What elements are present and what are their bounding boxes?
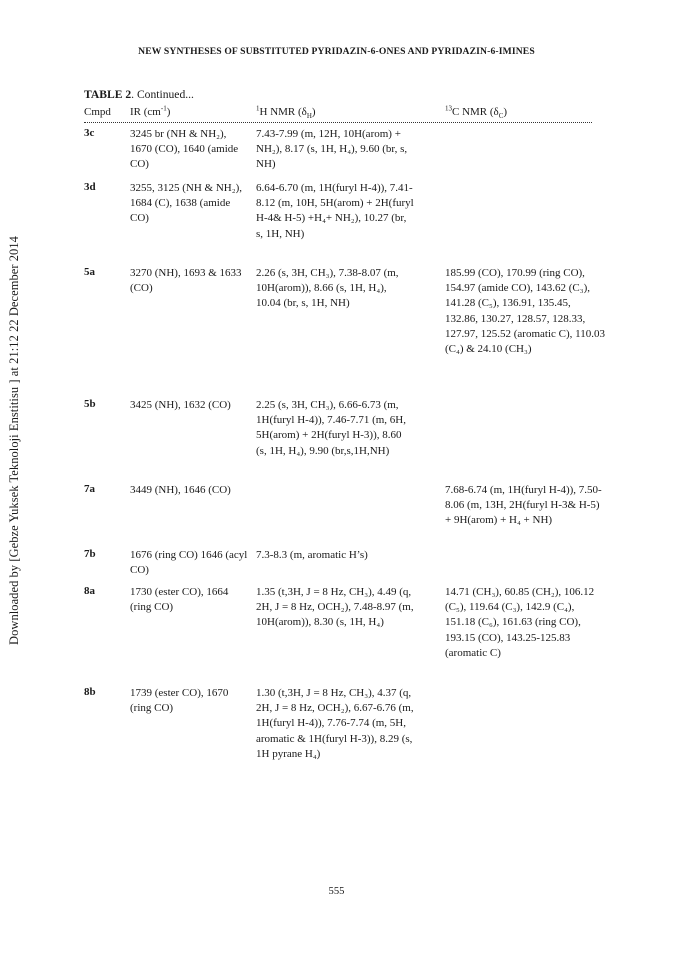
h-nmr-cell: 2.25 (s, 3H, CH₃), 6.66-6.73 (m, 1H(furyl H-4)), 7.46-7.71 (m, 6H, 5H(arom) + 2H(furyl H-3)), 8.60 (s, 1H, H₄), 9.90 (br,s,1H,NH)	[256, 399, 406, 457]
cmpd-label: 8b	[84, 686, 96, 698]
ir-cell: 3255, 3125 (NH & NH₂), 1684 (C), 1638 (amide CO)	[130, 182, 242, 225]
cmpd-label: 3c	[84, 127, 95, 139]
table-caption-text: . Continued...	[131, 88, 194, 101]
h-nmr-cell: 7.3-8.3 (m, aromatic H’s)	[256, 549, 368, 561]
page-number: 555	[328, 886, 345, 897]
header-cmpd: Cmpd	[84, 106, 111, 118]
running-head: NEW SYNTHESES OF SUBSTITUTED PYRIDAZIN-6-ONES AND PYRIDAZIN-6-IMINES	[138, 46, 535, 57]
c-nmr-cell: 14.71 (CH₃), 60.85 (CH₂), 106.12 (C₅), 119.64 (C₃), 142.9 (C₄), 151.18 (C₆), 161.63 (ring CO), 193.15 (CO), 143.25-125.83 (aromatic C)	[445, 586, 595, 659]
ir-cell: 1730 (ester CO), 1664 (ring CO)	[130, 586, 229, 614]
c-nmr-cell: 7.68-6.74 (m, 1H(furyl H-4)), 7.50-8.06 (m, 13H, 2H(furyl H-3& H-5) + 9H(arom) + H₄ + NH)	[445, 484, 602, 527]
ir-cell: 3449 (NH), 1646 (CO)	[130, 484, 231, 496]
header-1h-nmr: $^1$H NMR $(\delta_H)$	[256, 104, 316, 121]
cmpd-label: 5a	[84, 266, 95, 278]
ir-cell: 3425 (NH), 1632 (CO)	[130, 399, 231, 411]
cmpd-label: 7b	[84, 548, 96, 560]
h-nmr-cell: 1.35 (t,3H, J = 8 Hz, CH₃), 4.49 (q, 2H, J = 8 Hz, OCH₂), 7.48-8.97 (m, 10H(arom)), 8.30 (s, 1H, H₄)	[256, 586, 414, 629]
header-ir: IR $(cm^{-1})$	[130, 104, 171, 118]
ir-cell: 1676 (ring CO) 1646 (acyl CO)	[130, 549, 248, 577]
ir-cell: 3270 (NH), 1693 & 1633 (CO)	[130, 267, 242, 295]
table-caption	[84, 88, 194, 101]
c-nmr-cell: 185.99 (CO), 170.99 (ring CO), 154.97 (amide CO), 143.62 (C₃), 141.28 (C₅), 136.91, 135.45, 132.86, 130.27, 128.57, 128.33, 127.97, 125.52 (aromatic C), 110.03 (C₄) & 24.10 (CH₃)	[445, 267, 605, 356]
cmpd-label: 8a	[84, 585, 95, 597]
header-rule	[84, 122, 592, 123]
h-nmr-cell: 7.43-7.99 (m, 12H, 10H(arom) + NH₂), 8.17 (s, 1H, H₄), 9.60 (br, s, NH)	[256, 128, 408, 171]
download-watermark-text: Downloaded by [Gebze Yuksek Teknoloji Enstitisu ] at 21:12 22 December 2014	[6, 235, 21, 645]
h-nmr-cell: 1.30 (t,3H, J = 8 Hz, CH₃), 4.37 (q, 2H, J = 8 Hz, OCH₂), 6.67-6.76 (m, 1H(furyl H-4)), 7.76-7.74 (m, 5H, aromatic & 1H(furyl H-3)), 8.29 (s, 1H pyrane H₄)	[256, 687, 414, 760]
ir-cell: 1739 (ester CO), 1670 (ring CO)	[130, 687, 229, 715]
cmpd-label: 5b	[84, 398, 96, 410]
h-nmr-cell: 6.64-6.70 (m, 1H(furyl H-4)), 7.41-8.12 (m, 10H, 5H(arom) + 2H(furyl H-4& H-5) +H₄+ NH₂), 10.27 (br, s, 1H, NH)	[256, 182, 414, 240]
cmpd-label: 7a	[84, 483, 95, 495]
cmpd-label: 3d	[84, 181, 96, 193]
header-13c-nmr: $^{13}$C NMR $(\delta_C)$	[445, 104, 508, 121]
download-watermark	[6, 170, 22, 710]
ir-cell: 3245 br (NH & NH₂), 1670 (CO), 1640 (amide CO)	[130, 128, 239, 171]
table-caption-label: TABLE 2	[84, 88, 132, 101]
h-nmr-cell: 2.26 (s, 3H, CH₃), 7.38-8.07 (m, 10H(arom)), 8.66 (s, 1H, H₄), 10.04 (br, s, 1H, NH)	[256, 267, 399, 310]
